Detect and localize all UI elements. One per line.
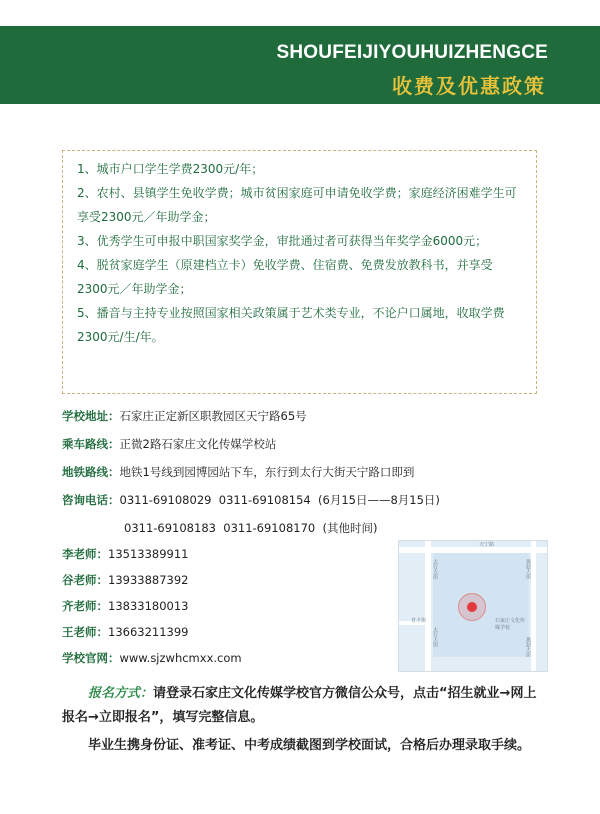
registration-label: 报名方式：	[88, 686, 154, 701]
teacher-label: 齐老师：	[62, 599, 108, 613]
map-label: 石家庄文化传媒学校	[495, 618, 526, 631]
location-map	[398, 540, 548, 672]
phone-row	[62, 492, 440, 508]
teacher-label: 王老师：	[62, 625, 108, 639]
bus-row	[62, 436, 276, 452]
address-value: 石家庄正定新区职教园区天宁路65号	[119, 409, 307, 423]
teacher-phone: 13513389911	[108, 547, 189, 561]
teacher-phone: 13833180013	[108, 599, 189, 613]
registration-text: 请登录石家庄文化传媒学校官方微信公众号，点击“招生就业→网上报名→立即报名”，填写完整信息。	[62, 686, 537, 725]
bus-label: 乘车路线：	[62, 437, 120, 451]
map-road	[425, 541, 431, 671]
header-title-cn: 收费及优惠政策	[392, 74, 546, 98]
teacher-phone: 13663211399	[108, 625, 189, 639]
header-banner	[0, 26, 600, 104]
phone-line1: 0311-69108029 0311-69108154 (6月15日——8月15日)	[119, 493, 440, 507]
teacher-row	[62, 598, 188, 614]
header-title-en: SHOUFEIJIYOUHUIZHENGCE	[276, 42, 548, 63]
teacher-label: 李老师：	[62, 547, 108, 561]
teacher-label: 谷老师：	[62, 573, 108, 587]
phone-row-2	[124, 520, 378, 536]
address-label: 学校地址：	[62, 409, 120, 423]
map-location-pin-icon	[458, 593, 486, 621]
phone-line2: 0311-69108183 0311-69108170 (其他时间)	[124, 521, 378, 535]
graduates-paragraph	[62, 734, 542, 758]
teacher-phone: 13933887392	[108, 573, 189, 587]
policy-item: 1、城市户口学生学费2300元/年；	[77, 162, 264, 176]
policy-box	[62, 150, 537, 394]
teacher-row	[62, 624, 188, 640]
teacher-row	[62, 572, 188, 588]
website-row	[62, 650, 242, 666]
graduates-text: 毕业生携身份证、准考证、中考成绩截图到学校面试，合格后办理录取手续。	[88, 738, 531, 753]
website-label: 学校官网：	[62, 651, 120, 665]
map-road	[399, 547, 547, 553]
policy-item: 2、农村、县镇学生免收学费；城市贫困家庭可申请免收学费；家庭经济困难学生可享受2300元／年助学金；	[77, 186, 517, 224]
metro-row	[62, 464, 414, 480]
map-label: 天宁路	[479, 542, 495, 548]
teacher-row	[62, 546, 188, 562]
map-label: 燕赵大街	[525, 637, 531, 657]
policy-item: 3、优秀学生可申报中职国家奖学金，审批通过者可获得当年奖学金6000元；	[77, 234, 488, 248]
policy-item: 5、播音与主持专业按照国家相关政策属于艺术类专业，不论户口属地，收取学费2300元/生/年。	[77, 306, 505, 344]
map-label: 燕赵大街	[525, 559, 531, 579]
metro-value: 地铁1号线到园博园站下车，东行到太行大街天宁路口即到	[119, 465, 415, 479]
metro-label: 地铁路线：	[62, 465, 120, 479]
website-link[interactable]: www.sjzwhcmxx.com	[119, 651, 242, 665]
map-label: 太行大街	[432, 627, 438, 647]
bus-value: 正微2路石家庄文化传媒学校站	[119, 437, 277, 451]
map-label: 太行大街	[432, 559, 438, 579]
map-label: 育才街	[411, 618, 427, 624]
registration-paragraph	[62, 682, 542, 730]
policy-item: 4、脱贫家庭学生（原建档立卡）免收学费、住宿费、免费发放教科书，并享受2300元／年助学金；	[77, 258, 493, 296]
phone-label: 咨询电话：	[62, 493, 120, 507]
address-row	[62, 408, 307, 424]
